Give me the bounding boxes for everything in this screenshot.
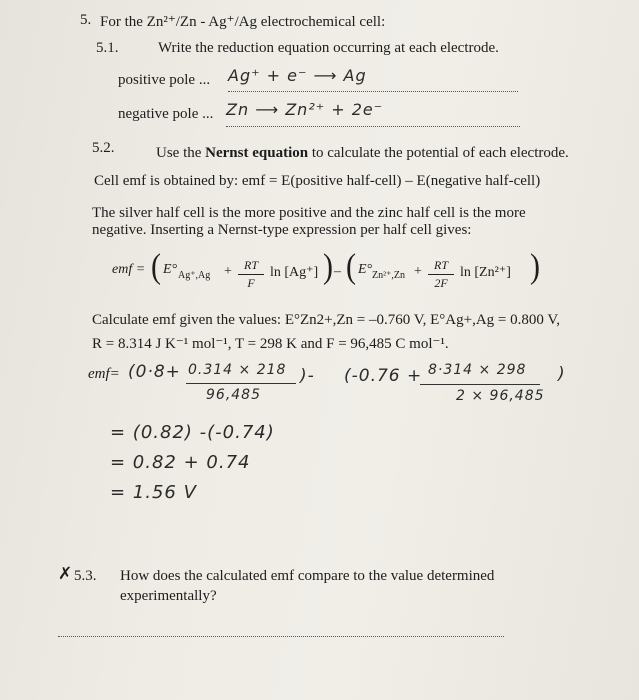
question-title: For the Zn²⁺/Zn - Ag⁺/Ag electrochemical cell: [100,14,386,30]
calc-instruction-line-1: Calculate emf given the values: E°Zn2+,Zn = –0.760 V, E°Ag+,Ag = 0.800 V, [92,312,561,328]
formula-paren-open-2: ( [346,247,356,286]
hw-fraction-bar-2 [420,384,540,385]
q5-2-text [156,145,569,162]
formula-rt-over-f [238,258,264,291]
emf-definition: Cell emf is obtained by: emf = E(positive half-cell) – E(negative half-cell) [94,173,541,189]
hw-zinc-term: (-0.76 + [344,366,423,386]
q5-2-number: 5.2. [92,140,115,156]
hw-open-term: (0·8+ [128,362,181,382]
hw-fraction-numerator-1: 0.314 × 218 [188,362,287,378]
formula-paren-close-2: ) [530,247,540,286]
paragraph-line-1: The silver half cell is the more positive and the zinc half cell is the more [92,205,526,221]
fraction-bar-2 [428,274,454,275]
q5-3-line-2: experimentally? [120,588,217,604]
hw-emf-label: emf= [88,366,120,382]
formula-ln-zn: ln [Zn²⁺] [460,265,511,280]
q5-3-line-1: How does the calculated emf compare to the value determined [120,568,495,584]
answer-line-5-3[interactable] [58,636,504,637]
q5-2-text-pre: Use the [156,145,206,161]
formula-f: F [247,276,255,290]
positive-pole-answer: Ag⁺ + e⁻ ⟶ Ag [228,66,367,85]
formula-rt: RT [243,258,258,272]
negative-answer-line [226,126,520,127]
formula-ln-ag: ln [Ag⁺] [270,265,319,280]
formula-minus: – [334,264,341,279]
hw-step-2: = (0.82) -(-0.74) [110,422,275,443]
q5-3-number: 5.3. [74,568,97,584]
hw-close-term: )- [300,366,315,386]
calc-instruction-line-2: R = 8.314 J K⁻¹ mol⁻¹, T = 298 K and F = 96,485 C mol⁻¹. [92,336,449,352]
cross-mark-icon: ✗ [58,564,73,583]
hw-fraction-bar-1 [186,383,296,384]
positive-answer-line [228,91,518,92]
hw-final-paren: ) [558,364,566,384]
question-number: 5. [80,12,92,28]
formula-rt-over-2f [428,258,454,291]
formula-e0-zn-sub: Zn²⁺,Zn [372,270,405,281]
formula-e0-ag: E° [163,262,178,277]
formula-plus-2: + [414,264,422,279]
nernst-equation-term: Nernst equation [205,145,309,161]
hw-fraction-numerator-2: 8·314 × 298 [428,362,527,378]
formula-emf-label: emf = [112,262,146,277]
formula-e0-ag-sub: Ag⁺,Ag [178,270,211,281]
hw-fraction-denominator-1: 96,485 [206,387,261,403]
hw-fraction-denominator-2: 2 × 96,485 [456,388,545,404]
formula-rt-2: RT [433,258,448,272]
fraction-bar [238,274,264,275]
negative-pole-label: negative pole ... [118,106,214,122]
formula-e0-zn: E° [358,262,373,277]
formula-paren-open: ( [151,247,161,286]
negative-pole-answer: Zn ⟶ Zn²⁺ + 2e⁻ [226,100,384,119]
q5-2-text-post: to calculate the potential of each electrode. [308,145,569,161]
hw-step-4: = 1.56 V [110,482,197,503]
paragraph-line-2: negative. Inserting a Nernst-type expression per half cell gives: [92,222,472,238]
formula-paren-close: ) [323,247,333,286]
q5-1-text: Write the reduction equation occurring at each electrode. [158,40,499,56]
formula-2f: 2F [434,276,448,290]
q5-1-number: 5.1. [96,40,119,56]
positive-pole-label: positive pole ... [118,72,211,88]
hw-step-3: = 0.82 + 0.74 [110,452,251,473]
formula-plus-1: + [224,264,232,279]
